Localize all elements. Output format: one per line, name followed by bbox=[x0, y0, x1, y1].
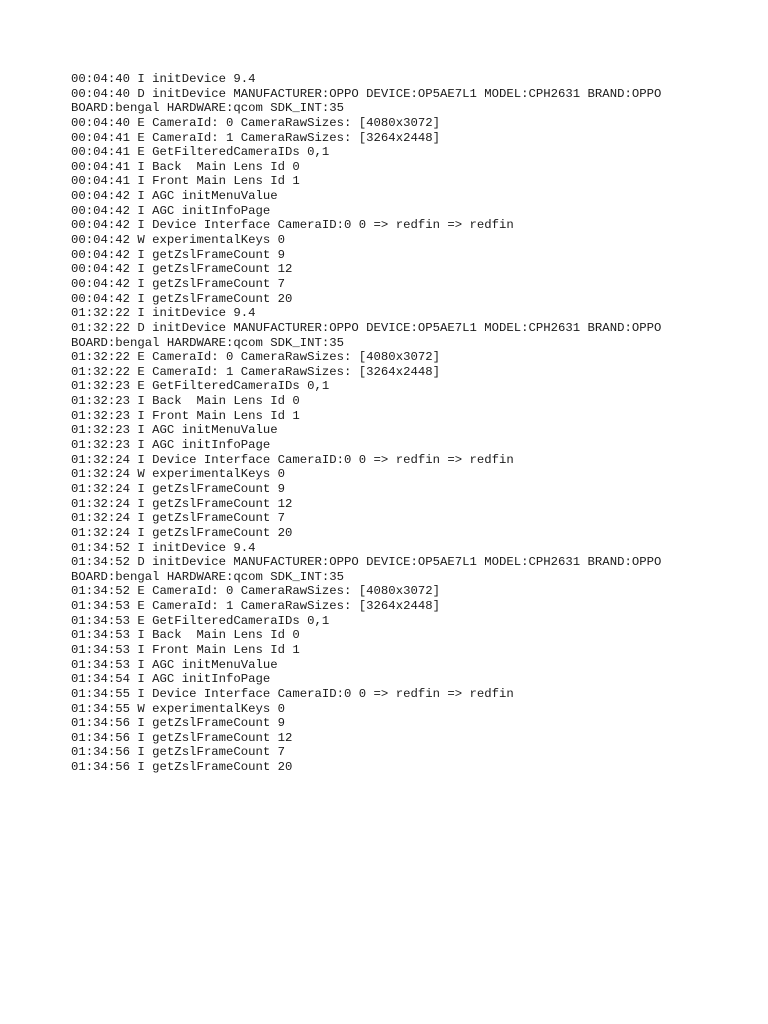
log-line: 01:32:24 I getZslFrameCount 9 bbox=[71, 481, 286, 496]
log-line: 01:34:53 I Back Main Lens Id 0 bbox=[71, 628, 300, 643]
log-line: 01:34:54 I AGC initInfoPage bbox=[71, 672, 271, 687]
log-line: 01:34:56 I getZslFrameCount 12 bbox=[71, 730, 293, 745]
log-output bbox=[71, 72, 711, 775]
log-line: 01:32:23 I Back Main Lens Id 0 bbox=[71, 394, 300, 409]
log-line: 01:32:22 D initDevice MANUFACTURER:OPPO DEVICE:OP5AE7L1 MODEL:CPH2631 BRAND:OPPO bbox=[71, 320, 662, 335]
log-line: 00:04:42 I getZslFrameCount 12 bbox=[71, 262, 293, 277]
log-line: 00:04:40 I initDevice 9.4 bbox=[71, 72, 256, 86]
log-line: 01:34:56 I getZslFrameCount 7 bbox=[71, 745, 286, 760]
log-line: 01:32:22 E CameraId: 0 CameraRawSizes: [4080x3072] bbox=[71, 350, 440, 365]
log-line: 01:34:52 D initDevice MANUFACTURER:OPPO DEVICE:OP5AE7L1 MODEL:CPH2631 BRAND:OPPO bbox=[71, 555, 662, 570]
log-line: 01:32:23 I AGC initInfoPage bbox=[71, 438, 271, 453]
log-line: 00:04:40 E CameraId: 0 CameraRawSizes: [4080x3072] bbox=[71, 115, 440, 130]
log-line: 00:04:42 W experimentalKeys 0 bbox=[71, 233, 286, 248]
log-line: 01:32:22 E CameraId: 1 CameraRawSizes: [3264x2448] bbox=[71, 364, 440, 379]
log-line: 01:32:22 I initDevice 9.4 bbox=[71, 306, 256, 321]
log-line: 01:34:55 W experimentalKeys 0 bbox=[71, 701, 286, 716]
log-line: 01:32:23 I AGC initMenuValue bbox=[71, 423, 278, 438]
log-line: 00:04:42 I AGC initMenuValue bbox=[71, 189, 278, 204]
log-line: 01:32:24 I getZslFrameCount 7 bbox=[71, 511, 286, 526]
log-line: 00:04:41 I Back Main Lens Id 0 bbox=[71, 159, 300, 174]
log-line: 00:04:41 E GetFilteredCameraIDs 0,1 bbox=[71, 145, 330, 160]
log-line: 01:34:55 I Device Interface CameraID:0 0 => redfin => redfin bbox=[71, 686, 514, 701]
log-line: 01:32:23 I Front Main Lens Id 1 bbox=[71, 408, 300, 423]
log-line: 01:34:52 E CameraId: 0 CameraRawSizes: [4080x3072] bbox=[71, 584, 440, 599]
log-line: 00:04:42 I getZslFrameCount 9 bbox=[71, 247, 286, 262]
log-line: 00:04:42 I AGC initInfoPage bbox=[71, 203, 271, 218]
log-line: 01:32:24 I getZslFrameCount 20 bbox=[71, 525, 293, 540]
log-line: 01:34:53 E CameraId: 1 CameraRawSizes: [3264x2448] bbox=[71, 599, 440, 614]
log-line: 00:04:42 I Device Interface CameraID:0 0 => redfin => redfin bbox=[71, 218, 514, 233]
log-line: 00:04:42 I getZslFrameCount 7 bbox=[71, 276, 286, 291]
log-line: BOARD:bengal HARDWARE:qcom SDK_INT:35 bbox=[71, 101, 345, 116]
log-line: 00:04:41 I Front Main Lens Id 1 bbox=[71, 174, 300, 189]
log-line: 01:34:53 I AGC initMenuValue bbox=[71, 657, 278, 672]
log-line: BOARD:bengal HARDWARE:qcom SDK_INT:35 bbox=[71, 335, 345, 350]
log-line: 01:32:24 I getZslFrameCount 12 bbox=[71, 496, 293, 511]
log-line: BOARD:bengal HARDWARE:qcom SDK_INT:35 bbox=[71, 569, 345, 584]
log-line: 01:32:24 W experimentalKeys 0 bbox=[71, 467, 286, 482]
log-line: 00:04:41 E CameraId: 1 CameraRawSizes: [3264x2448] bbox=[71, 130, 440, 145]
log-line: 00:04:40 D initDevice MANUFACTURER:OPPO DEVICE:OP5AE7L1 MODEL:CPH2631 BRAND:OPPO bbox=[71, 86, 662, 101]
log-line: 01:34:53 I Front Main Lens Id 1 bbox=[71, 642, 300, 657]
log-line: 01:34:56 I getZslFrameCount 20 bbox=[71, 760, 293, 775]
log-line: 01:32:23 E GetFilteredCameraIDs 0,1 bbox=[71, 379, 330, 394]
log-line: 00:04:42 I getZslFrameCount 20 bbox=[71, 291, 293, 306]
log-line: 01:34:52 I initDevice 9.4 bbox=[71, 540, 256, 555]
log-line: 01:34:56 I getZslFrameCount 9 bbox=[71, 716, 286, 731]
log-line: 01:32:24 I Device Interface CameraID:0 0 => redfin => redfin bbox=[71, 452, 514, 467]
log-line: 01:34:53 E GetFilteredCameraIDs 0,1 bbox=[71, 613, 330, 628]
